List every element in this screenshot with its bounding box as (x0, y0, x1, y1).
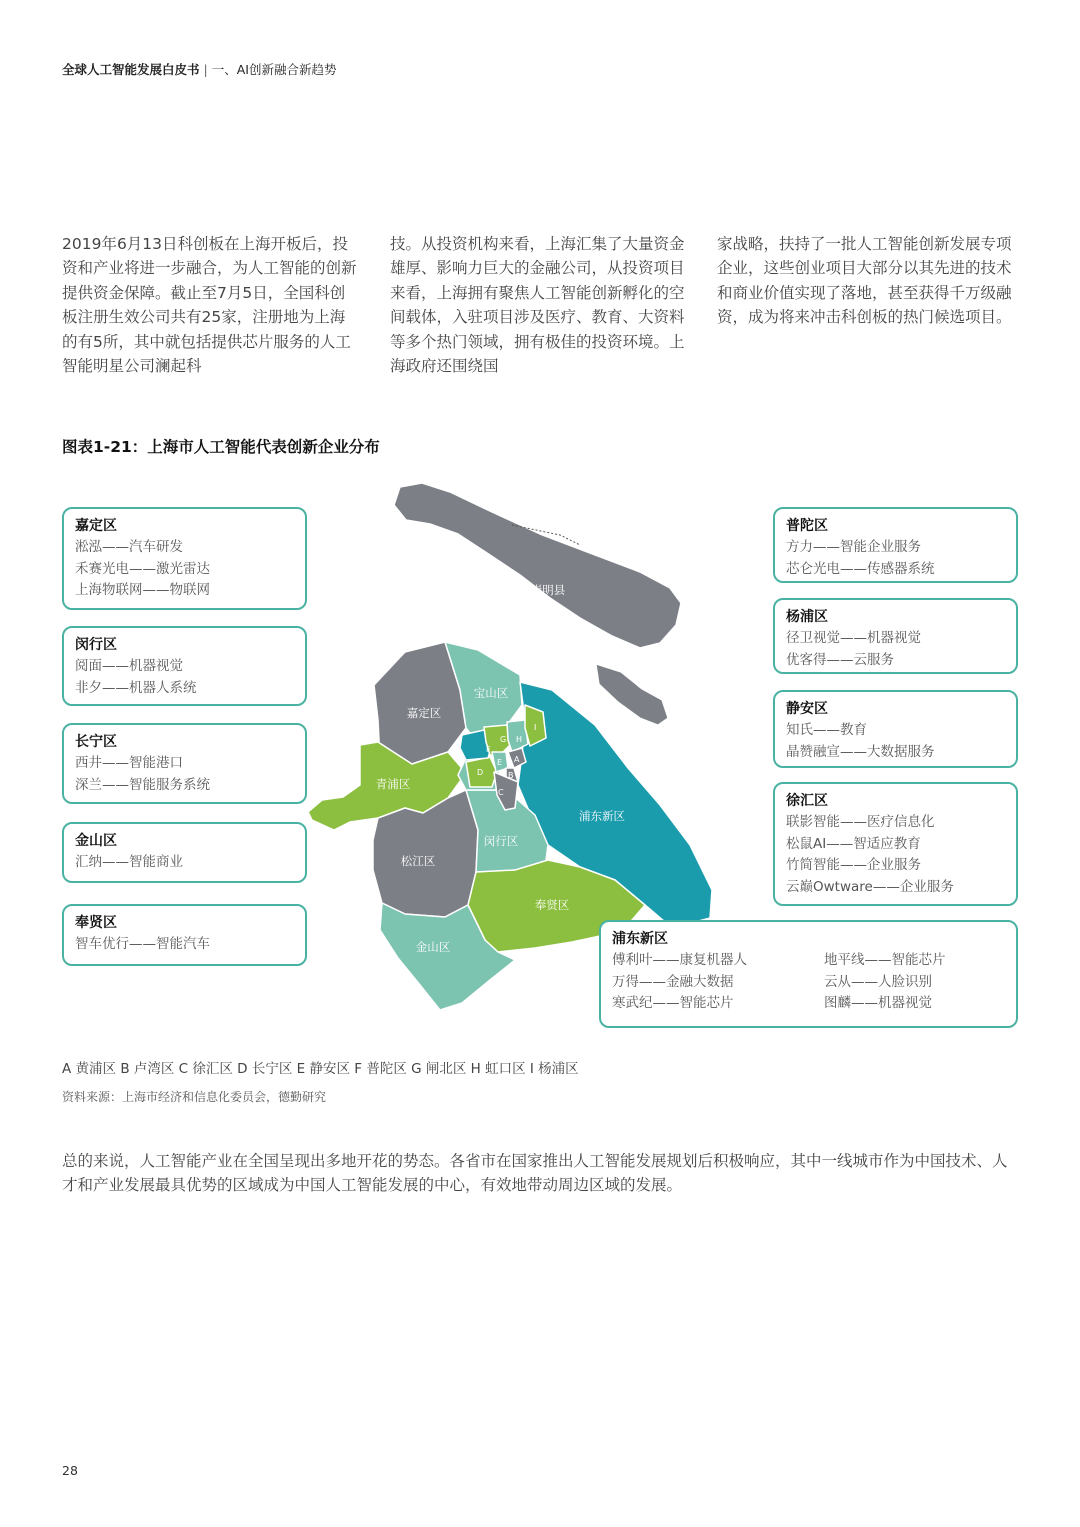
map-label-songjiang: 松江区 (400, 854, 436, 868)
page-number: 28 (62, 1463, 78, 1478)
map-label-c: C (498, 788, 504, 797)
company-item: 傅利叶——康复机器人 (612, 952, 747, 968)
district-box-title: 普陀区 (786, 518, 828, 534)
figure-source: 资料来源：上海市经济和信息化委员会，德勤研究 (62, 1090, 327, 1104)
district-box-putuo (773, 507, 1018, 583)
company-item: 图麟——机器视觉 (824, 995, 932, 1012)
company-item: 智车优行——智能汽车 (75, 936, 210, 952)
company-item: 松鼠AI——智适应教育 (786, 835, 921, 852)
district-box-title: 嘉定区 (75, 518, 117, 534)
company-item: 云从——人脸识别 (824, 973, 932, 990)
company-item: 方力——智能企业服务 (786, 539, 921, 555)
district-box-pudong (599, 920, 1018, 1028)
company-item: 西井——智能港口 (75, 755, 183, 771)
running-header (62, 60, 336, 78)
district-box-jingan (773, 690, 1018, 768)
district-box-xuhui (773, 782, 1018, 906)
map-label-e: E (497, 758, 503, 767)
company-item: 汇纳——智能商业 (75, 854, 183, 870)
district-box-title: 浦东新区 (612, 931, 668, 947)
district-box-title: 杨浦区 (786, 609, 828, 625)
map-label-minhang: 闵行区 (483, 834, 519, 848)
map-label-baoshan: 宝山区 (473, 686, 509, 700)
district-box-title: 静安区 (786, 701, 828, 717)
district-box-fengxian (62, 904, 307, 966)
map-region-chongming (394, 483, 681, 648)
company-item: 地平线——智能芯片 (824, 952, 946, 968)
district-box-jiading (62, 507, 307, 610)
map-label-pudong: 浦东新区 (579, 809, 625, 823)
figure-title: 图表1-21：上海市人工智能代表创新企业分布 (62, 438, 380, 456)
district-box-title: 奉贤区 (75, 915, 117, 931)
map-label-a: A (514, 755, 520, 764)
company-item: 芯仑光电——传感器系统 (786, 560, 935, 577)
map-region-island-east (596, 664, 668, 725)
company-item: 淞泓——汽车研发 (75, 539, 183, 555)
district-box-title: 金山区 (75, 833, 117, 849)
company-item: 万得——金融大数据 (612, 973, 734, 990)
district-box-title: 长宁区 (75, 734, 117, 750)
district-box-yangpu (773, 598, 1018, 674)
company-item: 径卫视觉——机器视觉 (786, 630, 921, 646)
company-item: 竹简智能——企业服务 (786, 857, 921, 874)
map-label-g: G (500, 735, 507, 744)
district-box-title: 闵行区 (75, 637, 117, 653)
company-item: 禾赛光电——激光雷达 (75, 560, 210, 577)
map-label-jiading: 嘉定区 (406, 706, 442, 720)
company-item: 寒武纪——智能芯片 (612, 995, 734, 1012)
district-box-minhang (62, 626, 307, 706)
header-section: 一、AI创新融合新趋势 (211, 62, 337, 77)
map-label-h: H (516, 735, 523, 744)
map-label-qingpu: 青浦区 (375, 777, 411, 791)
header-title: 全球人工智能发展白皮书 (62, 62, 200, 77)
header-separator: | (203, 62, 208, 77)
company-item: 上海物联网——物联网 (75, 582, 210, 599)
company-item: 非夕——机器人系统 (75, 679, 197, 696)
body-column-1: 2019年6月13日科创板在上海开板后，投资和产业将进一步融合，为人工智能的创新提供资金保障。截止至7月5日，全国科创板注册生效公司共有25家，注册地为上海的有5所，其中就包括提供芯片服务的人工智能明星公司澜起科 (62, 235, 357, 376)
company-item: 知氏——教育 (786, 722, 867, 738)
body-column-2: 技。从投资机构来看，上海汇集了大量资金雄厚、影响力巨大的金融公司，从投资项目来看，上海拥有聚焦人工智能创新孵化的空间载体，入驻项目涉及医疗、教育、大资料等多个热门领域，拥有极佳的投资环境。上海政府还围绕国 (390, 235, 685, 376)
body-column-3: 家战略，扶持了一批人工智能创新发展专项企业，这些创业项目大部分以其先进的技术和商业价值实现了落地，甚至获得千万级融资，成为将来冲击科创板的热门候选项目。 (717, 235, 1012, 327)
map-label-i: I (534, 723, 537, 732)
company-item: 联影智能——医疗信息化 (786, 814, 935, 830)
company-item: 深兰——智能服务系统 (75, 776, 210, 793)
map-label-f: F (486, 745, 491, 754)
district-box-title: 徐汇区 (786, 793, 828, 809)
map-label-chongming: 崇明县 (530, 583, 566, 597)
map-label-b: B (508, 771, 514, 780)
company-item: 晶赞融宣——大数据服务 (786, 743, 935, 760)
conclusion-paragraph: 总的来说，人工智能产业在全国呈现出多地开花的势态。各省市在国家推出人工智能发展规划后积极响应，其中一线城市作为中国技术、人才和产业发展最具优势的区域成为中国人工智能发展的中心，有效地带动周边区域的发展。 (62, 1152, 1008, 1195)
map-label-d: D (477, 768, 484, 777)
map-label-jinshan: 金山区 (415, 940, 451, 954)
map-legend: A 黄浦区 B 卢湾区 C 徐汇区 D 长宁区 E 静安区 F 普陀区 G 闸北区 H 虹口区 I 杨浦区 (62, 1061, 579, 1077)
company-item: 优客得——云服务 (786, 651, 894, 668)
map-label-fengxian: 奉贤区 (534, 898, 570, 912)
district-box-changning (62, 723, 307, 804)
company-item: 阅面——机器视觉 (75, 658, 183, 674)
company-item: 云巅Owtware——企业服务 (786, 878, 954, 895)
district-box-jinshan (62, 822, 307, 883)
